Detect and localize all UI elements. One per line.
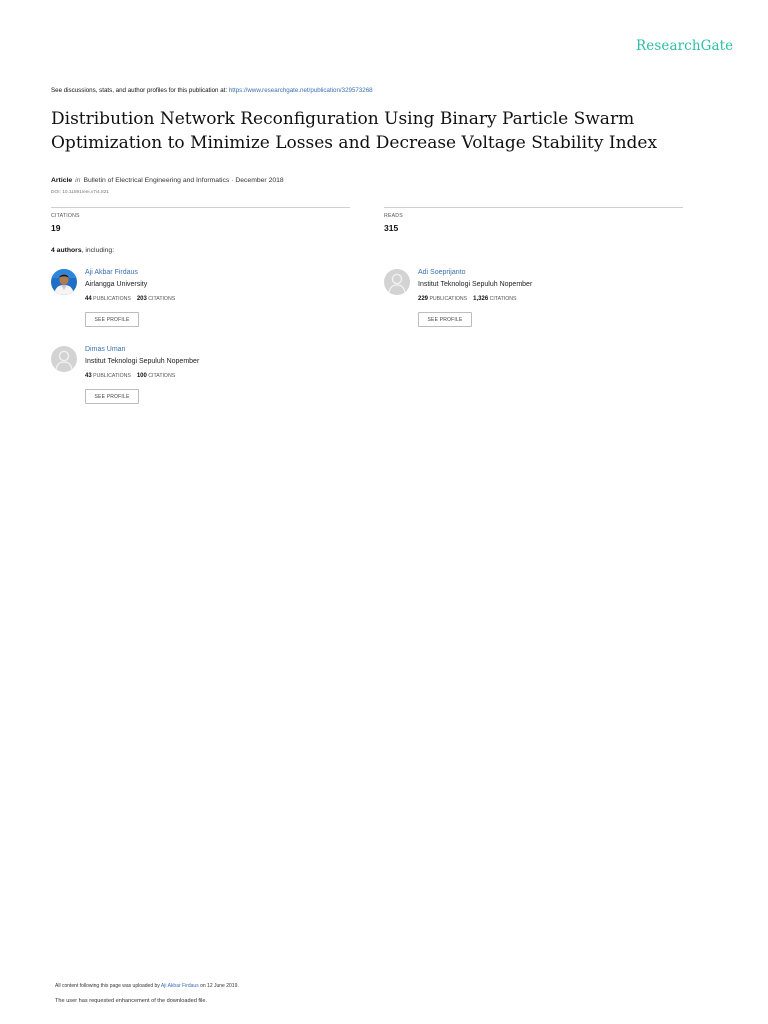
citations-value: 19 — [51, 223, 61, 233]
author-citations-label: CITATIONS — [148, 296, 176, 302]
author-photo-avatar[interactable] — [51, 269, 77, 295]
upload-prefix: All content following this page was uploaded by — [55, 983, 161, 989]
see-profile-button[interactable]: SEE PROFILE — [85, 389, 139, 404]
author-publications-label: PUBLICATIONS — [93, 296, 131, 302]
author-publications-label: PUBLICATIONS — [429, 296, 468, 302]
author-citations-count: 1,326 — [473, 296, 489, 302]
publication-type: Article — [51, 177, 73, 184]
author-name[interactable]: Adi Soeprijanto — [418, 269, 466, 276]
author-citations-label: CITATIONS — [148, 373, 176, 379]
author-stats — [85, 296, 175, 302]
author-citations-count: 203 — [136, 296, 147, 302]
publication-link[interactable]: https://www.researchgate.net/publication/329573268 — [228, 87, 373, 94]
author-citations-count: 100 — [136, 373, 147, 379]
authors-header — [51, 247, 114, 254]
publication-meta — [51, 177, 284, 184]
author-card — [51, 269, 351, 339]
discussion-prefix: See discussions, stats, and author profiles for this publication at: — [51, 87, 229, 94]
author-stats — [85, 373, 175, 379]
publication-venue[interactable]: Bulletin of Electrical Engineering and Informatics · December 2018 — [83, 177, 284, 184]
see-profile-button[interactable]: SEE PROFILE — [85, 312, 139, 327]
author-publications-label: PUBLICATIONS — [93, 373, 131, 379]
author-institution[interactable]: Airlangga University — [85, 281, 148, 288]
default-user-avatar-icon[interactable] — [51, 346, 77, 372]
author-institution[interactable]: Institut Teknologi Sepuluh Nopember — [85, 358, 200, 365]
citations-label: CITATIONS — [51, 213, 80, 219]
publication-title: Distribution Network Reconfiguration Using Binary Particle Swarm Optimization to Minimize Losses and Decrease Voltage Stability Index — [51, 109, 658, 153]
publication-doi[interactable]: DOI: 10.11591/eei.v7i4.821 — [51, 190, 110, 195]
authors-suffix: , including: — [81, 247, 115, 254]
reads-label: READS — [384, 213, 403, 219]
author-publications-count: 44 — [85, 296, 92, 302]
author-stats — [418, 296, 517, 302]
authors-count: 4 authors — [51, 247, 82, 254]
uploader-link[interactable]: Aji Akbar Firdaus — [160, 983, 199, 989]
author-citations-label: CITATIONS — [489, 296, 517, 302]
author-card — [384, 269, 684, 339]
author-publications-count: 229 — [418, 296, 429, 302]
see-profile-button[interactable]: SEE PROFILE — [418, 312, 472, 327]
in-word: in — [75, 177, 81, 184]
citations-divider — [51, 207, 350, 208]
researchgate-logo[interactable]: ResearchGate — [636, 38, 734, 54]
author-publications-count: 43 — [85, 373, 92, 379]
author-institution[interactable]: Institut Teknologi Sepuluh Nopember — [418, 281, 533, 288]
reads-divider — [384, 207, 683, 208]
upload-suffix: on 12 June 2019. — [198, 983, 239, 989]
author-name[interactable]: Dimas Uman — [85, 346, 126, 353]
discussion-line — [51, 87, 373, 94]
default-user-avatar-icon[interactable] — [384, 269, 410, 295]
reads-value: 315 — [384, 223, 399, 233]
upload-note — [55, 983, 239, 989]
author-card — [51, 346, 351, 416]
author-name[interactable]: Aji Akbar Firdaus — [85, 269, 138, 276]
enhancement-note: The user has requested enhancement of the downloaded file. — [55, 998, 208, 1004]
